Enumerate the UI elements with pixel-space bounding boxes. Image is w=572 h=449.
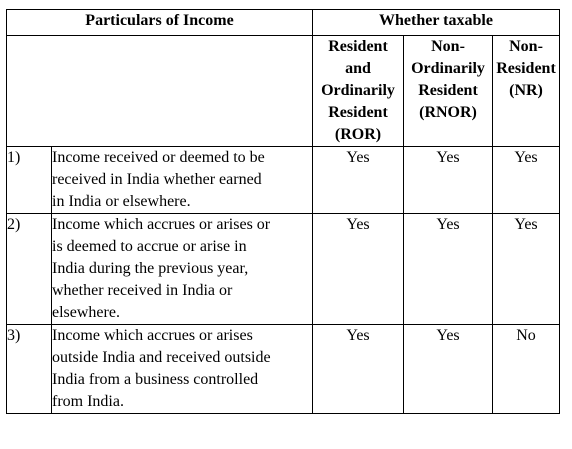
nr-line: Non- — [509, 38, 543, 55]
rnor-line: Resident — [418, 82, 478, 99]
row-number: 2) — [7, 214, 52, 325]
nr-line: (NR) — [509, 82, 543, 99]
rnor-value: Yes — [404, 325, 493, 414]
blank-header-cell — [7, 36, 313, 147]
description-line: whether received in India or — [52, 282, 233, 299]
table-row — [7, 214, 560, 325]
header-row-top — [7, 10, 560, 36]
nr-line: Resident — [496, 60, 556, 77]
ror-line: Ordinarily — [321, 82, 395, 99]
nr-value: No — [493, 325, 560, 414]
rnor-value: Yes — [404, 147, 493, 214]
description-line: outside India and received outside — [52, 349, 271, 366]
ror-value: Yes — [313, 147, 404, 214]
row-description — [52, 147, 313, 214]
description-line: elsewhere. — [52, 304, 120, 321]
ror-value: Yes — [313, 325, 404, 414]
table-row — [7, 325, 560, 414]
ror-line: (ROR) — [334, 126, 382, 143]
description-line: India during the previous year, — [52, 260, 249, 277]
table-row — [7, 147, 560, 214]
description-line: Income which accrues or arises — [52, 327, 253, 344]
ror-value: Yes — [313, 214, 404, 325]
description-line: received in India whether earned — [52, 171, 262, 188]
row-number: 3) — [7, 325, 52, 414]
row-number: 1) — [7, 147, 52, 214]
description-line: is deemed to accrue or arise in — [52, 238, 247, 255]
description-line: from India. — [52, 393, 124, 410]
rnor-line: Ordinarily — [411, 60, 485, 77]
row-description — [52, 214, 313, 325]
row-description — [52, 325, 313, 414]
particulars-header: Particulars of Income — [7, 10, 313, 36]
ror-header — [313, 36, 404, 147]
rnor-line: (RNOR) — [419, 104, 477, 121]
header-row-sub — [7, 36, 560, 147]
description-line: Income which accrues or arises or — [52, 216, 271, 233]
ror-line: Resident — [328, 38, 388, 55]
income-taxability-table — [6, 9, 560, 414]
whether-taxable-header: Whether taxable — [313, 10, 560, 36]
ror-line: and — [345, 60, 371, 77]
ror-line: Resident — [328, 104, 388, 121]
nr-value: Yes — [493, 214, 560, 325]
description-line: Income received or deemed to be — [52, 149, 265, 166]
rnor-header — [404, 36, 493, 147]
description-line: in India or elsewhere. — [52, 193, 191, 210]
nr-header — [493, 36, 560, 147]
rnor-line: Non- — [431, 38, 465, 55]
nr-value: Yes — [493, 147, 560, 214]
description-line: India from a business controlled — [52, 371, 259, 388]
rnor-value: Yes — [404, 214, 493, 325]
